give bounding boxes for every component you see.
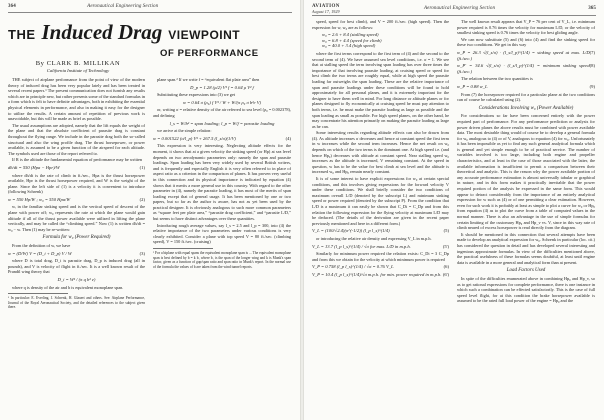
paragraph: or, writing σ = relative density of the air referred to sea level (ρ₀ = 0.002378), and defining [153,107,291,118]
equation-8 [457,63,595,74]
right-header-rule [312,15,596,16]
paragraph: It should be mentioned in this connection that several attempts have been made to develop an analytical expression for w₀. Schrenk in particular (loc. cit.) has considered the question in detail and has developed several interesting and ingenious approximate formulas. In view of the difficulties mentioned above, the practical usefulness of these formulas seems doubtful, at least until engine data is available in a more general and analytical form than at present. [457,231,595,265]
author-block [8,60,148,73]
equation-number: (4) [285,135,291,141]
paragraph: where q is density of the air and b is equivalent monoplane span. [12,284,124,290]
equation-text: V_P = 10.4 (l_p l_s)^(1/4)/√σ m.p.h. for min. power required in m.p.h. [312,271,442,277]
article-subtitle: OF PERFORMANCE [160,48,259,59]
paragraph: It is of some interest to have explicit expressions for w₀ at certain special conditions, and this involves giving expressions for the forward velocity V under these conditions. We shall briefly consider the two conditions of maximum overall L/D (denoted by the subscript L) and minimum sinking speed or power required (denoted by the subscript P). From the condition that L/D is a maximum it can easily be shown that C_Di = C_Dp and from this relation the following expression for the flying velocity at maximum L/D may be deduced. (The details of the derivation are given in the recent paper previously mentioned and here in a different form.) [312,176,449,226]
equation-number: (6) [443,264,449,270]
footnote: ¹ In particular: E. Everling, J. Schrenk, H. Glauert and others. See: Airplane Performance, Journal of the Royal Aeronautical Society, and the detailed references to the subject given there. [8,296,145,310]
paragraph: THE subject of airplane performance from the point of view of the modern theory of induced drag has been very popular lately and has been treated in several recent papers.¹ The present communication does not furnish any results which are in principle new, but rather presents some of the standard formulas in a form which is felt to have definite advantages, both in exhibiting the essential physical elements in performance, and also in making it easy for the designer to utilize the results. A certain amount of repetition of previous work is unavoidable, but this will be made as brief as possible. [8,77,145,122]
left-running-head [8,4,158,9]
paragraph: In spite of the difficulties enumerated above in combining Hp₀ and Hp_v, so as to get rational expressions for complete performance, there is one instance in which such a combination can be effected satisfactorily. This is the case of full speed level flight, for at this condition the brake horsepower available is assumed to be the rated full load power of the engine = Hp₀ and the [457,275,595,304]
paragraph: The usual assumptions are adopted, namely that the lift equals the weight of the plane and that the absolute coefficient of parasite drag is constant throughout the flying range. We include in the parasite drag both the so-called structural and also the wing profile drag. The thrust horsepower, or power available, is assumed to be a given function of the airspeed for each altitude. The symbols used are those of the report referred to. [8,122,145,156]
paragraph: From the definition of w, we have [12,243,71,249]
equation-text: V_L = (100/√2.4)(σ^(-1/2)) (l_p l_s)^(1/4) [312,228,390,234]
equation-text: w = 0.001522 (σ/l_p) V³ + 267.5 (l_s/σ)(1/V) [153,135,236,141]
equation-number: (8) [589,63,595,69]
equation-1 [8,165,145,171]
left-header-rule [8,12,292,13]
paragraph: Substituting these expressions into (3) we get [157,92,236,98]
right-column-1 [312,19,449,418]
equation-text: w = (D/W) V = (D_i + D_p) V / W [8,250,72,256]
left-column-1 [8,77,145,418]
left-journal-name: Aeronautical Engineering Section [87,4,159,9]
equation-number: (2) [139,196,145,202]
equation: D_p = 1.28 (ρ/2) V² f = 0.64 ρ V² f [190,84,254,90]
equation-number: (5') [442,243,449,249]
equation-2 [8,197,145,203]
paragraph: plane span.² If we write f = “equivalent flat plate area” then [157,77,260,82]
right-column-2 [457,19,595,418]
section-heading: Considerations Involving w₀ (Power Available) [478,105,574,111]
paragraph: where the first terms correspond to the first term of (4) and the second to the second term of (4). We have assumed sea level conditions, i.e. σ = 1. We see that at stalling speed the term involving span loading has over three times the importance of that involving parasite loading, at cruising speed or speed for best climb the two terms are roughly equal, while at high speed the parasite loading far outweighs the span loading. These are the relative importance of span and parasite loadings under these conditions will be found to hold approximately for all personal planes, and it is extremely important for the designer to have them well in mind. For long distance or altitude planes or for planes designed to fly economically at cruising speed he must pay attention to both terms, i.e. he must make the parasite loading as large as possible and the span loading as small as possible. For high speed planes, on the other hand, he may concentrate his attention primarily on making the parasite loading as large as he can. [312,50,449,129]
equation: w = 0.64 σ (ρ₀) f V³ / W + W/(π ρ₀ σ b²e V) [182,99,262,105]
right-journal-name-wrap [424,6,495,11]
equation-6 [312,264,449,270]
footnote-rule [8,293,68,294]
paragraph: The well known result appears that V_P = 76 per cent of V_L, i.e. minimum power required is 0.76 times the velocity for maximum L/D, or the velocity of smallest sinking speed is 0.76 times the velocity for best gliding angle. [457,19,595,36]
left-column-2 [153,77,291,418]
equation-5-prime [312,244,449,250]
paragraph: speed, speed for best climb), and V = 200 ft./sec. (high speed). Then the expression for w, w₀ are as follows: [312,19,449,30]
equation-6-prime [312,272,449,278]
paragraph: This expression is very interesting. Neglecting altitude effects for the moment, it shows that at a given velocity the sinking speed (or Hp) at sea level depends on two aerodynamic parameters only: namely the span and parasite loadings. Span loading has been very widely used by several British writers, and is frequently and especially English it is very often referred to in place of aspect ratio as a criterion in the comparison of planes. It has proven very useful in this connection and its physical importance is indicated by equation (4) shows that it merits a more general use in this country. With regard to the other parameter in (4), namely the parasite loading, it has most of the merits of span loading except that of general usage. It has been mentioned by one or two papers, but so far as the author is aware, has not as yet been used by the practical designer. It is obviously analogous to such more common parameters as “square feet per plate area,” “parasite drag coefficient,” and “parasite L/D,” but seems to have distinct advantages over these quantities. [153,143,291,222]
paragraph: Introducing rough average values, say l_s = 2.5 and l_p = 300, into (4) the relative importance of the two parameters under various conditions is very clearly exhibited. Consider a plane with top speed V = 80 ft./sec. (climbing speed), V = 150 ft./sec. (cruising) [153,222,291,245]
author-affiliation: California Institute of Technology [46,68,110,73]
issue-date: August 17, 1929 [312,9,340,14]
paragraph: The relation between the two quantities is [461,76,533,82]
equation-9 [457,84,595,90]
paragraph: Similarly for minimum power required the relation exists: C_Di = 3 C_Dp and from this we obtain for the velocity at which minimum power is required [312,251,449,262]
paragraph: where D is total drag, D_i is parasite drag, D_p is induced drag (all in pounds), and V is velocity of flight in ft./sec. It is a well known result of the Prandtl wing theory that [8,258,145,275]
equation-number: (9) [589,83,595,89]
equation-text: w_P = 26.3 √(l_s/σ) · (l_s/l_p)^(1/4) = sinking speed at max. L/D (ft./sec.) [457,49,590,61]
equation-number: (3) [139,250,145,256]
right-issue-block [312,4,340,14]
right-page-number-wrap [588,6,596,11]
paragraph: or introducing the relative air density and expressing V_L in m.p.h. [316,235,432,241]
title-the: THE [8,27,36,42]
equation-number: (7) [589,49,595,55]
paragraph: w, in the familiar sinking speed and is the vertical speed of descent of the plane with power off; w₀ represents the rate at which the plane would gain altitude if all of the thrust power available were utilized in lifting the plane vertically, and may be called the “climbing speed.” Now (1) is written dh/dt = w₀ − w. Then (1) may be re-written: [8,204,145,232]
paragraph: If R is the altitude the fundamental equation of performance may be written [12,157,143,163]
article-title [8,20,293,45]
equation-text: dh/dt = 550 (Hpa − Hpr)/W [8,164,60,170]
equation-text: w_P = 0.88 w_L [457,83,488,89]
paragraph: From (7) the horsepower required for a particular plane at the two conditions can of course be calculated using (2). [457,91,595,103]
paragraph: Some interesting results regarding altitude effects can also be drawn from (4). As altitude increases σ decreases and hence at constant speed the first term in w increases while the second term increases. Hence the net result on w₀ depends on which of the two terms is the dominant one. At high speed i.e. (and hence Hp₀) decreases with altitude at constant speed. Near stalling speed w₀ increases as the altitude is increased, V remaining constant. At the speed in question, w has to be the value for best climb at sea level and the altitude is increased w₀ and Hp₀ remain nearly constant. [312,130,449,175]
left-page [0,0,300,420]
right-journal-name: Aeronautical Engineering Section [424,6,496,11]
footnote-rule [153,248,213,249]
title-induced-drag: Induced Drag [41,20,163,44]
equation-text: w_P' = 34.6 √(l_s/σ) · (l_s/l_p)^(1/4) = minimum sinking speed (ft./sec.) [457,63,590,74]
equation-text: w = 550 Hp/W ; w₀ = 550 Hpa/W [8,196,71,202]
paragraph: we arrive at the simple relation: [157,128,212,134]
equation-4-main [153,136,291,142]
footnote: ² For a biplane with equal spans the equivalent monoplane span is ... The equivalent monoplane span is best defined by b = k b₁ where b₁ is the span of the longer wing and k is Munk's span factor, given as a function of gap/span ratio and span ratio in Munk's report. In the normal use of the formula the values of b are taken from the wind tunnel reports. [153,251,291,269]
paragraph: where dh/dt is the rate of climb in ft./sec., Hpa is the thrust horsepower available, Hpr is the thrust horsepower required, and W is the weight of the plane. Since the left side of (1) is a velocity it is convenient to introduce (following Schrenk) [8,172,145,195]
equation-number: (5) [443,228,449,234]
equation: l_s = W/b² = span loading; l_p = W/f = parasite loading [169,120,275,126]
paragraph: We can now substitute (5) and (6) into (4) and find the sinking speed for these two conditions. We get in this way [457,36,595,48]
equation-text: V_P = 0.758 (l_p l_s)^(1/4) / √σ = 0.76 V_L [312,264,394,270]
right-page-number: 365 [588,6,596,11]
equation-text: V_L = 13.7 (l_p l_s)^(1/4) / √σ for max. L/D in m.p.h. [312,243,411,249]
section-heading: Formula for w₀ (Power Required) [42,235,111,241]
equation-3 [8,251,145,257]
equation-number: (6') [442,271,449,277]
equation-4: D_i = W² / (π q b² e) [57,277,96,282]
author-name: By CLARK B. MILLIKAN [35,60,121,67]
right-page [304,0,604,420]
equation-number: (1) [139,164,145,170]
equation-5 [312,228,449,234]
title-viewpoint: VIEWPOINT [168,28,241,42]
left-page-number: 364 [8,4,16,9]
speed-table: w₀ = 2.6 + 8.4 (stalling speed) w₀ = 6.8 + 4.4 (speed for climb) w₀ = 40.0 + 3.4 (high speed) [322,32,382,49]
issue-name: AVIATION [312,4,340,9]
paragraph: For considerations so far have been concerned entirely with the power required part of performance. For any performance prediction or analysis for power driven planes the above results must be combined with power available data. The most desirable thing would of course be to develop a general formula for w₀ analogous to (4) or of V, analogous to equation (4) for w₀. Unfortunately it has been impossible as yet to find any such general analytical formula which is general and yet simple enough to be of practical service. The number of variables involved is too large, including both engine and propeller characteristics, and at least in the case of those associated with the latter, the available information is insufficient to permit a comparison between their theoretical and analytic. This is the reason why the power available portion of any accurate performance estimation is almost universally tabular or graphical in nature, and in this form makes it practically inevitable that the power required portion of the analysis be expressed in the same form. This would appear to detract considerably from the importance of an entirely analytical expression for w such as (4) or of one permitting a clear estimation. However, even for such work it is probably at least as simple to plot a curve for w₀ or Hp₀ from equation (4) as to plot the curve from a table of computed values in the normal manner. There is also an advantage in the use of simple formulas for certain limiting of the customary Hp₀ and Hp_v vs. V, since in this way rate of climb neared of excess horsepower is read directly from the diagram. [457,113,595,231]
equation-7 [457,50,595,61]
section-heading: Load Factors Used [506,268,546,274]
